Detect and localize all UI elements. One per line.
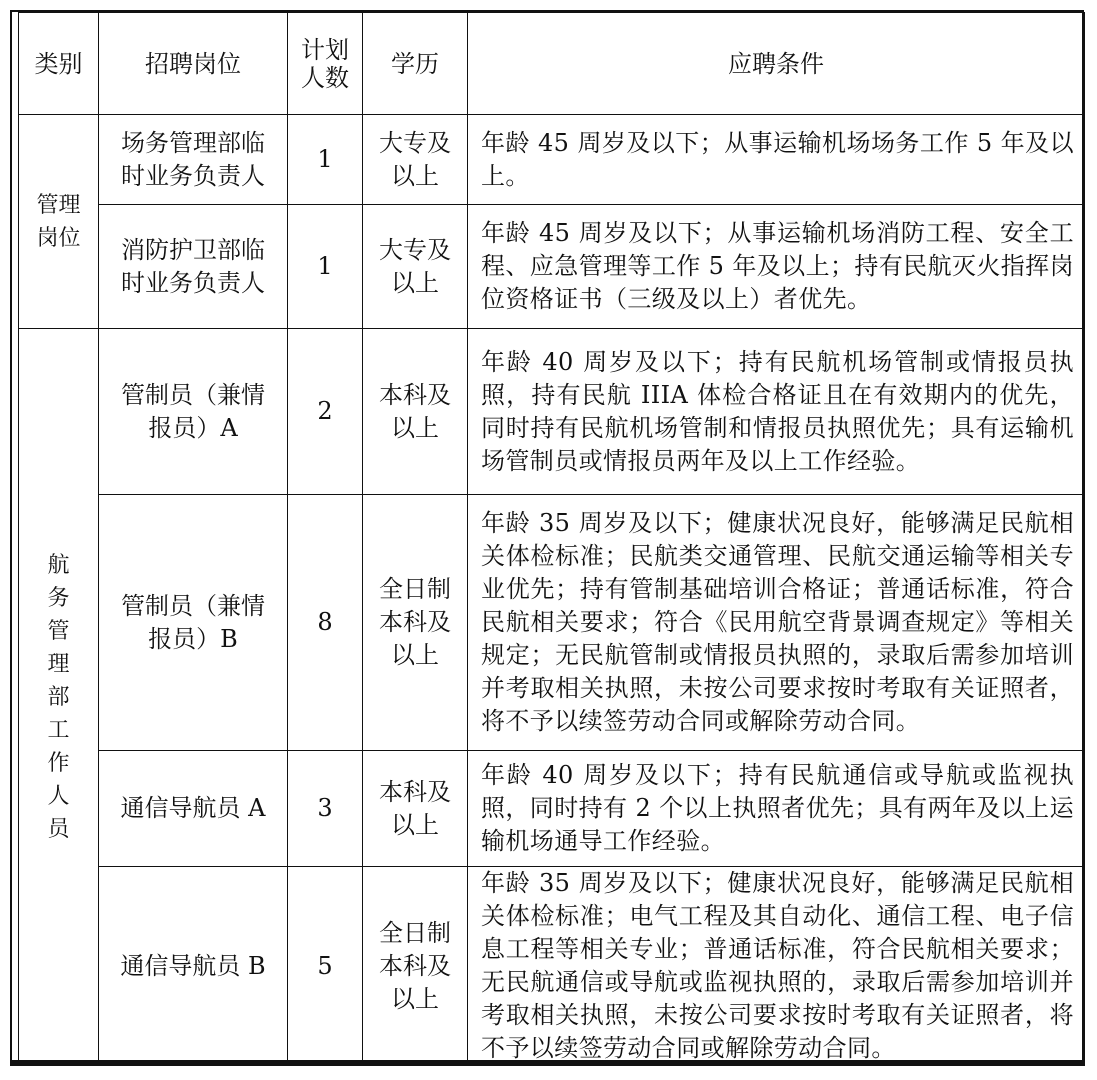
category-cell-flight-ops: 航务管理部工作人员 [19,329,99,1066]
position-cell: 管制员（兼情报员）A [99,329,288,495]
position-cell: 管制员（兼情报员）B [99,495,288,751]
position-cell: 场务管理部临时业务负责人 [99,115,288,205]
conditions-cell: 年龄 35 周岁及以下；健康状况良好，能够满足民航相关体检标准；电气工程及其自动化、通信工程、电子信息工程等相关专业；普通话标准，符合民航相关要求；无民航通信或导航或监视执照的，录取后需参加培训并考取相关执照，未按公司要求按时考取有关证照者，将不予以续签劳动合同或解除劳动合同。 [468,867,1085,1066]
table-row [19,115,1085,205]
conditions-cell: 年龄 45 周岁及以下；从事运输机场消防工程、安全工程、应急管理等工作 5 年及以上；持有民航灭火指挥岗位资格证书（三级及以上）者优先。 [468,205,1085,329]
education-cell: 本科及以上 [363,751,468,867]
education-cell: 全日制本科及以上 [363,867,468,1066]
bottom-border [10,1062,1084,1066]
count-cell: 8 [288,495,363,751]
conditions-cell: 年龄 35 周岁及以下；健康状况良好，能够满足民航相关体检标准；民航类交通管理、民航交通运输等相关专业优先；持有管制基础培训合格证；普通话标准，符合民航相关要求；符合《民用航空背景调查规定》等相关规定；无民航管制或情报员执照的，录取后需参加培训并考取相关执照，未按公司要求按时考取有关证照者，将不予以续签劳动合同或解除劳动合同。 [468,495,1085,751]
education-cell: 大专及以上 [363,205,468,329]
conditions-cell: 年龄 40 周岁及以下；持有民航机场管制或情报员执照，持有民航 IIIA 体检合格证且在有效期内的优先，同时持有民航机场管制和情报员执照优先；具有运输机场管制员或情报员两年及以上工作经验。 [468,329,1085,495]
recruitment-table [18,12,1085,1066]
conditions-cell: 年龄 45 周岁及以下；从事运输机场场务工作 5 年及以上。 [468,115,1085,205]
position-cell: 通信导航员 A [99,751,288,867]
category-cell-management: 管理岗位 [19,115,99,329]
table-row [19,867,1085,1066]
position-cell: 通信导航员 B [99,867,288,1066]
header-row [19,13,1085,115]
education-cell: 本科及以上 [363,329,468,495]
education-cell: 大专及以上 [363,115,468,205]
header-position: 招聘岗位 [99,13,288,115]
count-cell: 1 [288,115,363,205]
count-cell: 5 [288,867,363,1066]
header-education: 学历 [363,13,468,115]
header-conditions: 应聘条件 [468,13,1085,115]
table-row [19,329,1085,495]
header-plan-count: 计划人数 [288,13,363,115]
header-category: 类别 [19,13,99,115]
count-cell: 2 [288,329,363,495]
count-cell: 3 [288,751,363,867]
table-row [19,751,1085,867]
table-row [19,495,1085,751]
position-cell: 消防护卫部临时业务负责人 [99,205,288,329]
count-cell: 1 [288,205,363,329]
conditions-cell: 年龄 40 周岁及以下；持有民航通信或导航或监视执照，同时持有 2 个以上执照者优先；具有两年及以上运输机场通导工作经验。 [468,751,1085,867]
table-row [19,205,1085,329]
education-cell: 全日制本科及以上 [363,495,468,751]
